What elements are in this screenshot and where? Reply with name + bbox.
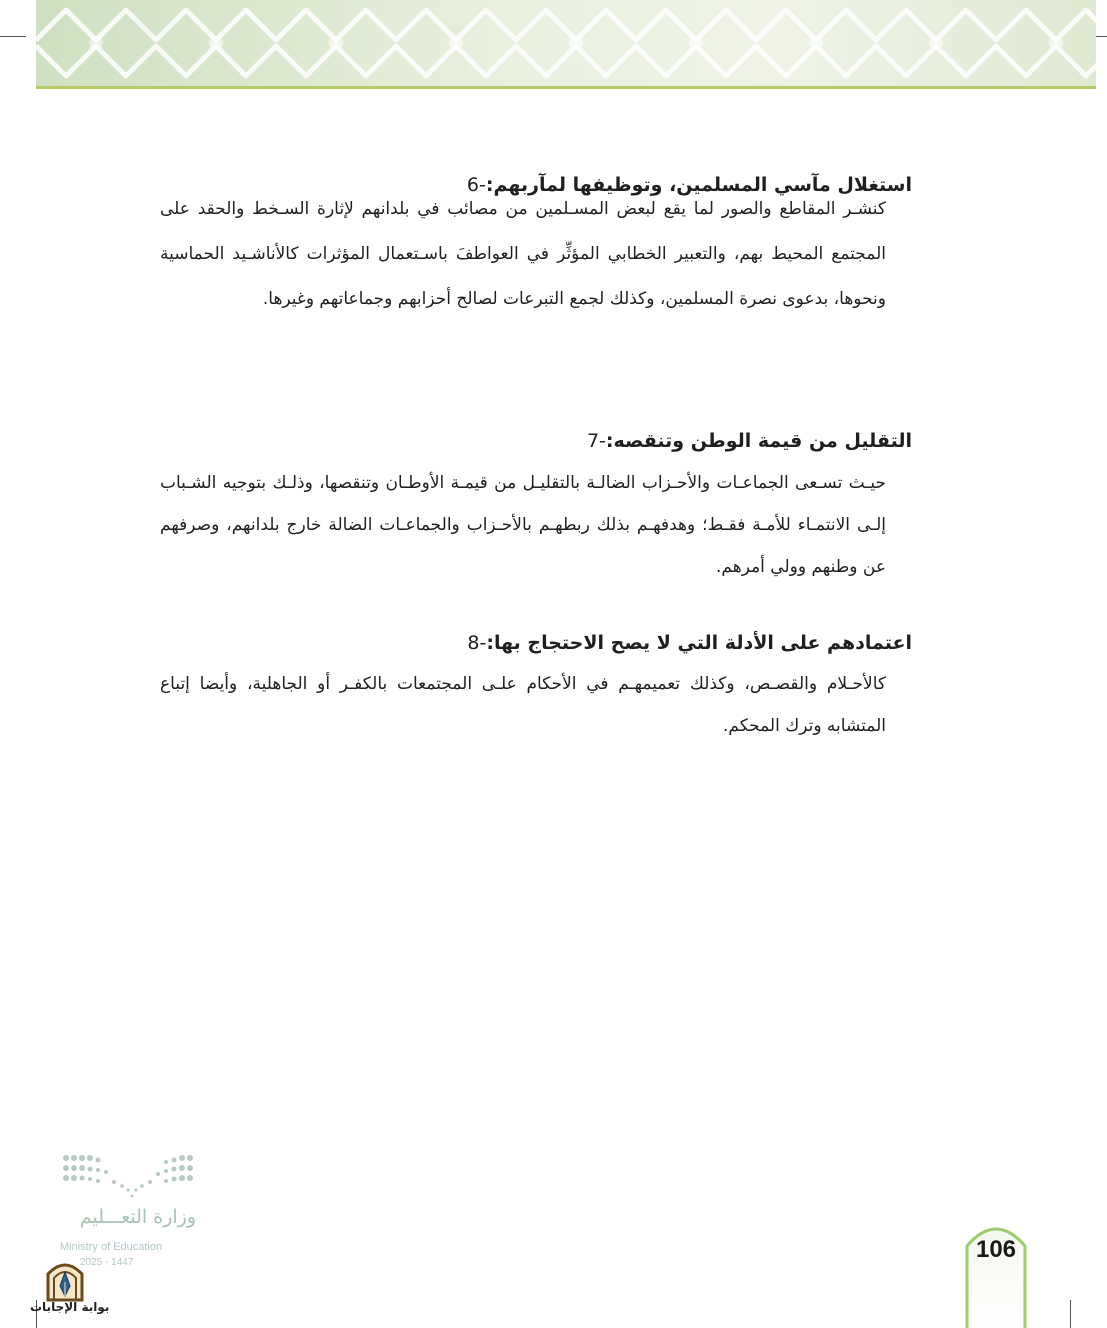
section-heading-8 [459, 632, 912, 654]
ministry-name-arabic: وزارة التعـــليم [79, 1206, 196, 1228]
section-heading-7 [579, 430, 912, 452]
section-number: -7 [586, 430, 606, 452]
ministry-year: 2025 - 1447 [80, 1257, 134, 1268]
ministry-logo-icon [58, 1150, 208, 1202]
ministry-name-english: Ministry of Education [60, 1241, 163, 1253]
section-body-8: كالأحـلام والقصـص، وكذلك تعميمهـم في الأحكام علـى المجتمعات بالكفـر أو الجاهلية، وأيضا إتباع المتشابه وترك المحكم. [160, 674, 886, 736]
section-body-7: حيـث تسـعى الجماعـات والأحـزاب الضالـة بالتقليـل من قيمـة الأوطـان وتنقصها، وذلـك بتوجيه الشـباب إلـى الانتمـاء للأمـة فقـط؛ وهدفهـم بذلك ربطهـم بالأحـزاب والجماعـات الضالة خارج بلدانهم، وصرفهم عن وطنهم وولي أمرهم. [160, 473, 886, 577]
page-content [160, 0, 912, 1328]
section-body-6: كنشـر المقاطع والصور لما يقع لبعض المسـلمين من مصائب في بلدانهم لإثارة السـخط والحقد على المجتمع المحيط بهم، والتعبير الخطابي المؤثِّر في العواطفَ باسـتعمال المؤثرات كالأناشـيد الحماسية ونحوها، بدعوى نصرة المسلمين، وكذلك لجمع التبرعات لصالح أحزابهم وجماعاتهم وغيرها. [160, 199, 886, 309]
section-title: التقليل من قيمة الوطن وتنقصه: [605, 430, 912, 452]
portal-logo-icon [44, 1256, 86, 1302]
section-title: اعتمادهم على الأدلة التي لا يصح الاحتجاج بها: [486, 632, 912, 654]
section-title: استغلال مآسي المسلمين، وتوظيفها لمآربهم: [485, 174, 912, 196]
page-number-tab [965, 1216, 1027, 1328]
section-number: -8 [467, 632, 487, 654]
crop-mark [0, 36, 26, 37]
portal-label: بوابة الإجابات [30, 1300, 110, 1314]
section-number: -6 [466, 174, 486, 196]
page-number: 106 [975, 1236, 1017, 1263]
crop-mark [1070, 1300, 1071, 1328]
